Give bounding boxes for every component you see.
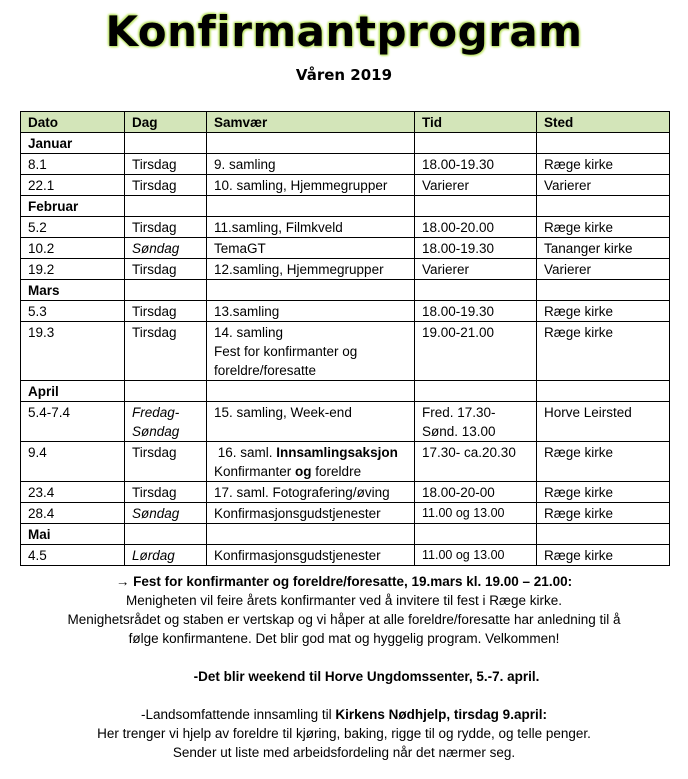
- weekend-note-text: -Det blir weekend til Horve Ungdomssenter, 5.-7. april.: [193, 669, 540, 684]
- cell-dato: 10.2: [21, 238, 125, 259]
- weekend-note: [0, 667, 688, 686]
- month-row: [21, 133, 670, 154]
- cell-dag: Tirsdag: [125, 482, 207, 503]
- cell-dato: 8.1: [21, 154, 125, 175]
- samvaer-line: [214, 443, 407, 462]
- table-row: [21, 503, 670, 524]
- samvaer-line: [214, 462, 407, 481]
- table-row: [21, 301, 670, 322]
- table-row: [21, 402, 670, 442]
- table-row: [21, 442, 670, 482]
- cell-dato: 19.2: [21, 259, 125, 280]
- notes-section: [0, 572, 688, 762]
- cell-samvaer: 12.samling, Hjemmegrupper: [207, 259, 415, 280]
- dag-line: Søndag: [132, 424, 180, 439]
- cell-dag: Tirsdag: [125, 301, 207, 322]
- samvaer-bold-text: og: [295, 464, 312, 479]
- header-samvaer: Samvær: [207, 112, 415, 133]
- samvaer-line: Fest for konfirmanter og: [214, 344, 358, 359]
- cell-dato: 23.4: [21, 482, 125, 503]
- table-row: [21, 482, 670, 503]
- samvaer-bold-text: Innsamlingsaksjon: [276, 445, 398, 460]
- cell-samvaer: Konfirmasjonsgudstjenester: [207, 545, 415, 566]
- fest-line: Menighetsrådet og staben er vertskap og vi håper at alle foreldre/foresatte har anledning til å: [67, 612, 621, 627]
- page-title: Konfirmantprogram: [105, 7, 583, 56]
- cell-tid: 18.00-19.30: [415, 301, 537, 322]
- month-label: Mai: [21, 524, 125, 545]
- cell-dag: Tirsdag: [125, 217, 207, 238]
- cell-sted: Horve Leirsted: [537, 402, 670, 442]
- cell-sted: Ræge kirke: [537, 217, 670, 238]
- cell-tid: 11.00 og 13.00: [415, 503, 537, 524]
- cell-samvaer: Konfirmasjonsgudstjenester: [207, 503, 415, 524]
- header-tid: Tid: [415, 112, 537, 133]
- cell-dag: Søndag: [125, 238, 207, 259]
- cell-sted: Ræge kirke: [537, 154, 670, 175]
- cell-tid: 18.00-20.00: [415, 217, 537, 238]
- month-label: April: [21, 381, 125, 402]
- cell-tid: 18.00-19.30: [415, 238, 537, 259]
- cell-samvaer: 13.samling: [207, 301, 415, 322]
- cell-tid: 17.30- ca.20.30: [415, 442, 537, 482]
- samvaer-line: 14. samling: [214, 325, 284, 340]
- cell-dag: Tirsdag: [125, 259, 207, 280]
- table-row: [21, 322, 670, 381]
- table-row: [21, 238, 670, 259]
- samvaer-line: foreldre/foresatte: [214, 363, 317, 378]
- innsamling-date: , tirsdag 9.april:: [446, 707, 547, 722]
- month-row: [21, 524, 670, 545]
- cell-dato: 4.5: [21, 545, 125, 566]
- table-row: [21, 217, 670, 238]
- cell-dato: 22.1: [21, 175, 125, 196]
- samvaer-text: foreldre: [311, 464, 362, 479]
- month-row: [21, 280, 670, 301]
- cell-samvaer: 9. samling: [207, 154, 415, 175]
- innsamling-line: Sender ut liste med arbeidsfordeling når det nærmer seg.: [172, 745, 516, 760]
- cell-sted: Ræge kirke: [537, 482, 670, 503]
- cell-sted: Ræge kirke: [537, 301, 670, 322]
- cell-sted: Ræge kirke: [537, 322, 670, 381]
- cell-tid: 18.00-19.30: [415, 154, 537, 175]
- cell-dag: Lørdag: [125, 545, 207, 566]
- cell-tid: Varierer: [415, 259, 537, 280]
- cell-dato: 5.4-7.4: [21, 402, 125, 442]
- cell-samvaer: 11.samling, Filmkveld: [207, 217, 415, 238]
- fest-heading-text: → Fest for konfirmanter og foreldre/foresatte, 19.mars kl. 19.00 – 21.00:: [115, 574, 573, 589]
- header-dato: Dato: [21, 112, 125, 133]
- month-row: [21, 196, 670, 217]
- cell-dato: 5.3: [21, 301, 125, 322]
- table-row: [21, 175, 670, 196]
- cell-tid: 18.00-20-00: [415, 482, 537, 503]
- program-table: [20, 111, 670, 566]
- dag-line: Fredag-: [132, 405, 180, 420]
- table-row: [21, 259, 670, 280]
- cell-sted: Varierer: [537, 259, 670, 280]
- cell-samvaer: 17. saml. Fotografering/øving: [207, 482, 415, 503]
- cell-tid: Varierer: [415, 175, 537, 196]
- cell-sted: Ræge kirke: [537, 503, 670, 524]
- month-label: Mars: [21, 280, 125, 301]
- cell-sted: Varierer: [537, 175, 670, 196]
- cell-dag: Tirsdag: [125, 322, 207, 381]
- fest-heading: [0, 572, 688, 591]
- cell-dato: 28.4: [21, 503, 125, 524]
- cell-dag: Tirsdag: [125, 175, 207, 196]
- cell-samvaer: 10. samling, Hjemmegrupper: [207, 175, 415, 196]
- tid-line: Fred. 17.30-: [422, 405, 496, 420]
- cell-samvaer: TemaGT: [207, 238, 415, 259]
- cell-dato: 19.3: [21, 322, 125, 381]
- month-row: [21, 381, 670, 402]
- cell-dag: Tirsdag: [125, 154, 207, 175]
- samvaer-text: 16. saml.: [214, 445, 277, 460]
- cell-tid: [415, 402, 537, 442]
- table-header-row: [21, 112, 670, 133]
- cell-dato: 5.2: [21, 217, 125, 238]
- cell-sted: Ræge kirke: [537, 442, 670, 482]
- cell-dag: Søndag: [125, 503, 207, 524]
- innsamling-org: Kirkens Nødhjelp: [335, 707, 447, 722]
- cell-tid: 19.00-21.00: [415, 322, 537, 381]
- samvaer-text: Konfirmanter: [214, 464, 296, 479]
- cell-dato: 9.4: [21, 442, 125, 482]
- header-dag: Dag: [125, 112, 207, 133]
- table-row: [21, 545, 670, 566]
- cell-sted: Ræge kirke: [537, 545, 670, 566]
- tid-line: Sønd. 13.00: [422, 424, 496, 439]
- month-label: Februar: [21, 196, 125, 217]
- fest-line: følge konfirmantene. Det blir god mat og hyggelig program. Velkommen!: [128, 631, 560, 646]
- table-row: [21, 154, 670, 175]
- cell-samvaer: [207, 322, 415, 381]
- cell-samvaer: 15. samling, Week-end: [207, 402, 415, 442]
- cell-dag: Tirsdag: [125, 442, 207, 482]
- innsamling-text: -Landsomfattende innsamling til: [141, 707, 336, 722]
- page-subtitle: Våren 2019: [295, 66, 393, 84]
- innsamling-line: Her trenger vi hjelp av foreldre til kjøring, baking, rigge til og rydde, og telle penger.: [97, 726, 591, 741]
- month-label: Januar: [21, 133, 125, 154]
- cell-samvaer: [207, 442, 415, 482]
- cell-sted: Tananger kirke: [537, 238, 670, 259]
- header-sted: Sted: [537, 112, 670, 133]
- innsamling-heading: [0, 705, 688, 724]
- cell-dag: [125, 402, 207, 442]
- cell-tid: 11.00 og 13.00: [415, 545, 537, 566]
- fest-line: Menigheten vil feire årets konfirmanter ved å invitere til fest i Ræge kirke.: [126, 593, 562, 608]
